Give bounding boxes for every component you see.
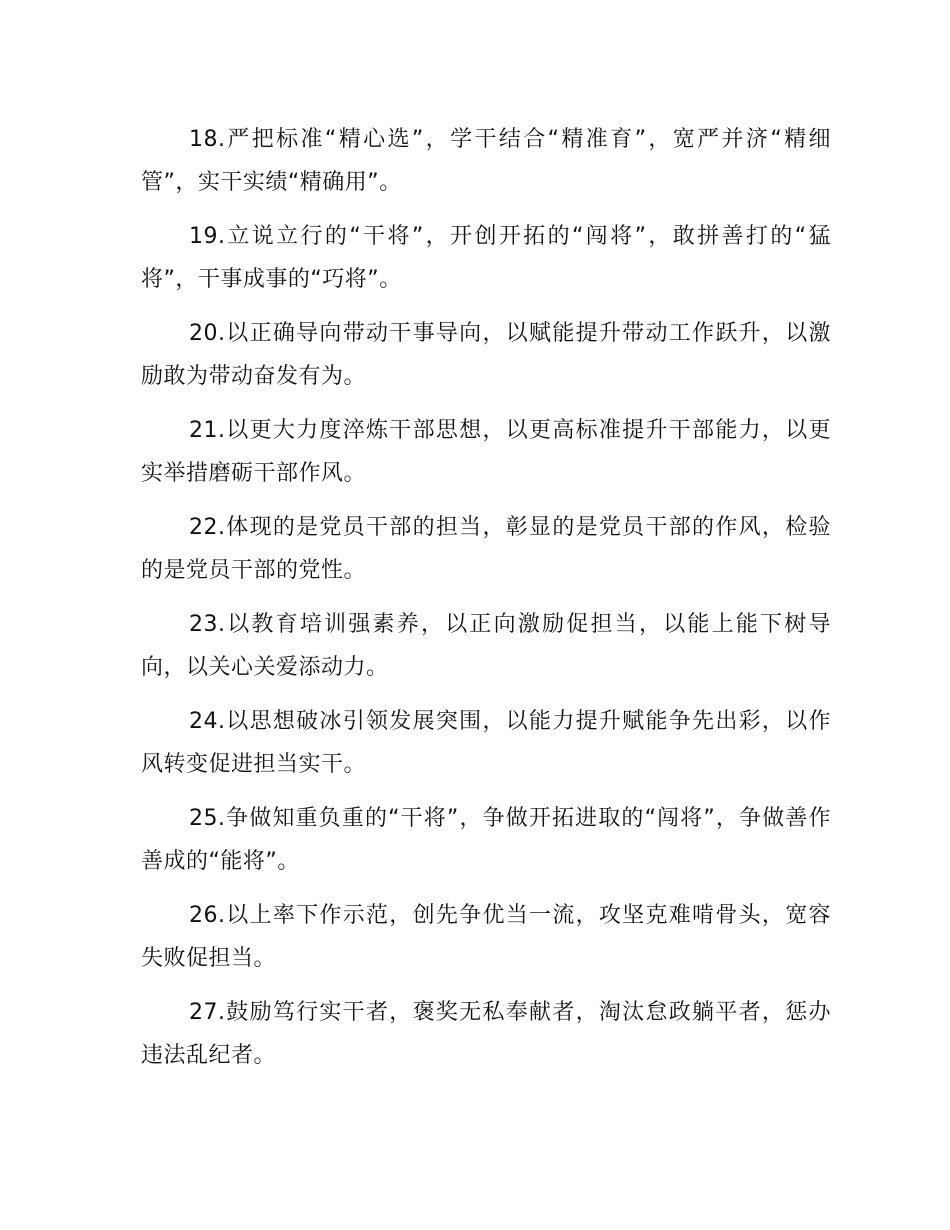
paragraph-18: 18.严把标准“精心选”，学干结合“精准育”，宽严并济“精细管”，实干实绩“精确用”。 [141, 127, 831, 195]
paragraph-19: 19.立说立行的“干将”，开创开拓的“闯将”，敢拼善打的“猛将”，干事成事的“巧将”。 [141, 224, 831, 292]
paragraph-20: 20.以正确导向带动干事导向，以赋能提升带动工作跃升，以激励敢为带动奋发有为。 [141, 321, 831, 389]
document-body [141, 118, 831, 1088]
paragraph-25: 25.争做知重负重的“干将”，争做开拓进取的“闯将”，争做善作善成的“能将”。 [141, 806, 831, 874]
paragraph-24: 24.以思想破冰引领发展突围，以能力提升赋能争先出彩，以作风转变促进担当实干。 [141, 709, 831, 777]
paragraph-22: 22.体现的是党员干部的担当，彰显的是党员干部的作风，检验的是党员干部的党性。 [141, 515, 831, 583]
paragraph-27: 27.鼓励笃行实干者，褒奖无私奉献者，淘汰怠政躺平者，惩办违法乱纪者。 [141, 1000, 831, 1068]
paragraph-21: 21.以更大力度淬炼干部思想，以更高标准提升干部能力，以更实举措磨砺干部作风。 [141, 418, 831, 486]
paragraph-26: 26.以上率下作示范，创先争优当一流，攻坚克难啃骨头，宽容失败促担当。 [141, 903, 831, 971]
paragraph-23: 23.以教育培训强素养，以正向激励促担当，以能上能下树导向，以关心关爱添动力。 [141, 612, 831, 680]
